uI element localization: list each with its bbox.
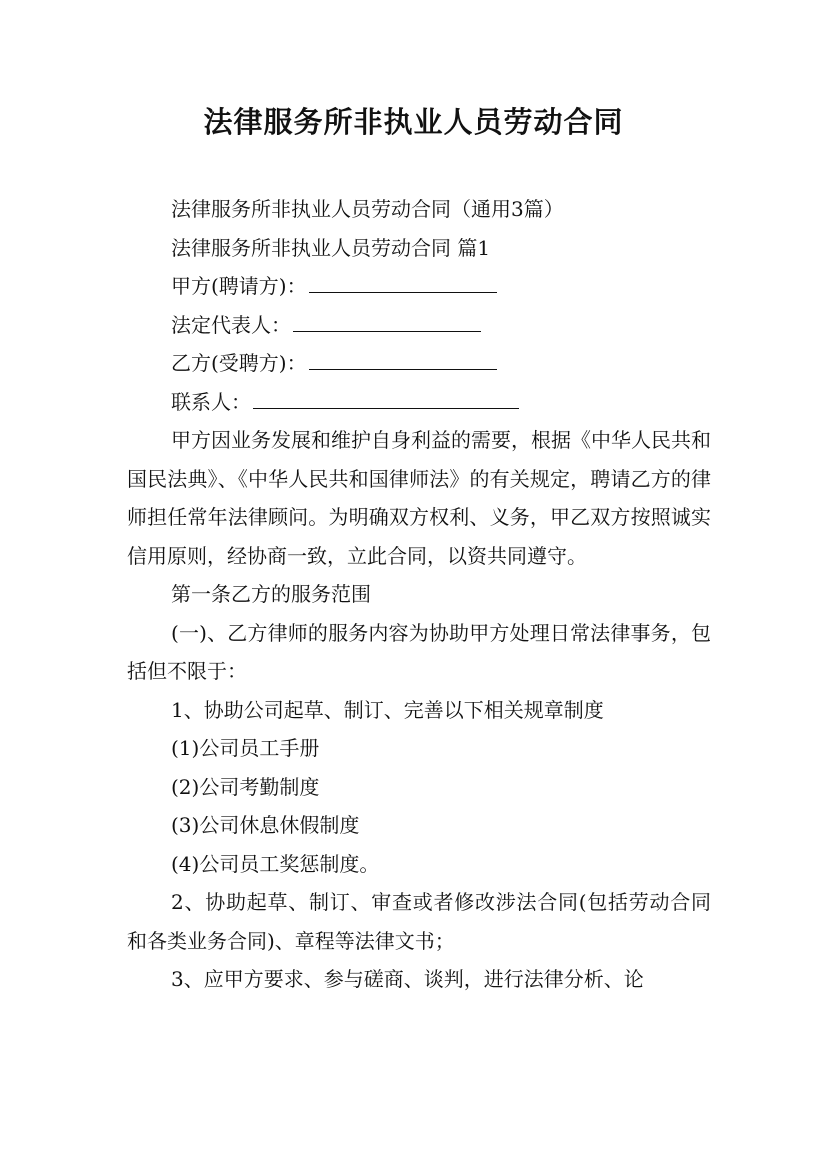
party-b-label: 乙方(受聘方)： [171,351,307,375]
legal-rep-blank [293,307,481,332]
legal-rep-line [127,306,711,345]
party-b-line [127,344,711,383]
party-a-blank [309,268,497,293]
party-a-label: 甲方(聘请方)： [171,274,307,298]
item1-2: (2)公司考勤制度 [171,774,320,799]
legal-rep-label: 法定代表人： [171,312,291,337]
contact-label: 联系人： [171,389,251,414]
item1-1: (1)公司员工手册 [171,736,320,760]
party-a-line [127,267,711,306]
article1-title: 第一条乙方的服务范围 [171,582,371,606]
heading-general: 法律服务所非执业人员劳动合同（通用3篇） [171,197,564,221]
document-body [127,190,711,999]
item1-3: (3)公司休息休假制度 [171,813,360,837]
item2-paragraph: 2、协助起草、制订、审查或者修改涉法合同(包括劳动合同和各类业务合同)、章程等法律文书； [127,890,711,953]
item1-paragraph: 1、协助公司起草、制订、完善以下相关规章制度 [171,697,604,722]
preamble-paragraph: 甲方因业务发展和维护自身利益的需要，根据《中华人民共和国民法典》、《中华人民共和国律师法》的有关规定，聘请乙方的律师担任常年法律顾问。为明确双方权利、义务，甲乙双方按照诚实信用原则，经协商一致，立此合同，以资共同遵守。 [127,428,711,568]
contact-line [127,383,711,422]
item1-4: (4)公司员工奖惩制度。 [171,851,380,876]
item3-paragraph: 3、应甲方要求、参与磋商、谈判，进行法律分析、论 [171,967,644,991]
document-title: 法律服务所非执业人员劳动合同 [203,105,624,139]
heading-part1: 法律服务所非执业人员劳动合同 篇1 [171,235,491,260]
contact-blank [253,384,519,409]
clause1-paragraph: (一)、乙方律师的服务内容为协助甲方处理日常法律事务，包括但不限于： [127,620,711,683]
party-b-blank [309,345,497,370]
